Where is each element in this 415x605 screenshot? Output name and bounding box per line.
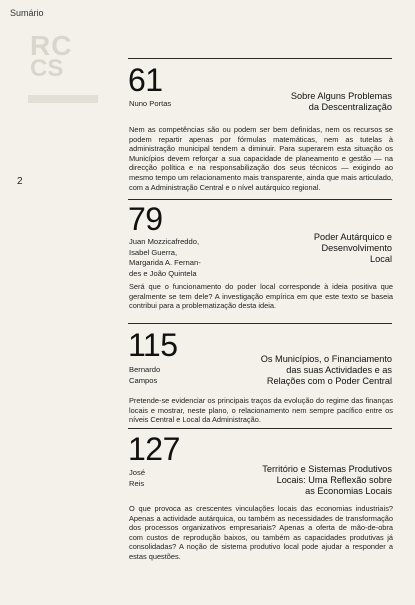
article-author: José Reis — [129, 468, 146, 488]
article-author: Bernardo Campos — [129, 365, 161, 385]
article-title[interactable]: Poder Autárquico e Desenvolvimento Local — [313, 232, 392, 264]
section-header: Sumário — [10, 8, 44, 18]
article-page-number[interactable]: 115 — [128, 327, 178, 363]
article-page-number[interactable]: 127 — [128, 431, 180, 467]
article-title[interactable]: Os Municípios, o Financiamento das suas Actividades e as Relações com o Poder Central — [260, 354, 392, 386]
show-through-text: CS — [30, 55, 64, 82]
article-title[interactable]: Sobre Alguns Problemas da Descentralização — [290, 91, 392, 112]
article-abstract: Nem as competências são ou podem ser bem definidas, nem os recursos se podem repartir apenas por fórmulas matemáticas, nem as tutelas à administração municipal tendem a diminuir. Para superarem esta situação os Municípios devem reforçar a sua capacidade de planeamento e gestão — na direcção política e na responsabilização dos seus técnicos — exigindo ao mesmo tempo um relacionamento mais transparente, ainda que mais articulado, com a Administração Central e o nível autárquico regional. — [129, 125, 393, 192]
page-number: 2 — [17, 176, 23, 187]
article-abstract: Pretende-se evidenciar os principais traços da evolução do regime das finanças locais e mostrar, neste plano, o relacionamento nem sempre pacífico entre os níveis Central e Local da Administração. — [129, 396, 393, 425]
show-through-bar — [28, 95, 98, 103]
article-divider — [128, 323, 392, 324]
article-abstract: Será que o funcionamento do poder local corresponde à ideia positiva que geralmente se tem dele? A investigação empírica em que este texto se baseia contribui para a problematização desta ideia. — [129, 282, 393, 311]
article-title[interactable]: Território e Sistemas Produtivos Locais: Uma Reflexão sobre as Economias Locais — [262, 464, 392, 496]
article-page-number[interactable]: 79 — [128, 201, 163, 237]
article-author: Juan Mozzicafreddo, Isabel Guerra, Margarida A. Fernan- des e João Quintela — [129, 237, 201, 278]
article-divider — [128, 428, 392, 429]
article-divider — [128, 199, 392, 200]
article-page-number[interactable]: 61 — [128, 62, 163, 98]
show-through-text: RC — [30, 30, 73, 61]
article-author: Nuno Portas — [129, 99, 172, 108]
article-abstract: O que provoca as crescentes vinculações locais das economias industriais? Apenas a actividade autárquica, ou também as necessidades de transformação dos processos organizativos empresariais? Apenas a oferta de mão-de-obra com custos de reprodução baixos, ou também as capacidades produtivas já consolidadas? A noção de sistema produtivo local pode ajudar a responder a estas questões. — [129, 504, 393, 561]
article-divider — [128, 58, 392, 59]
